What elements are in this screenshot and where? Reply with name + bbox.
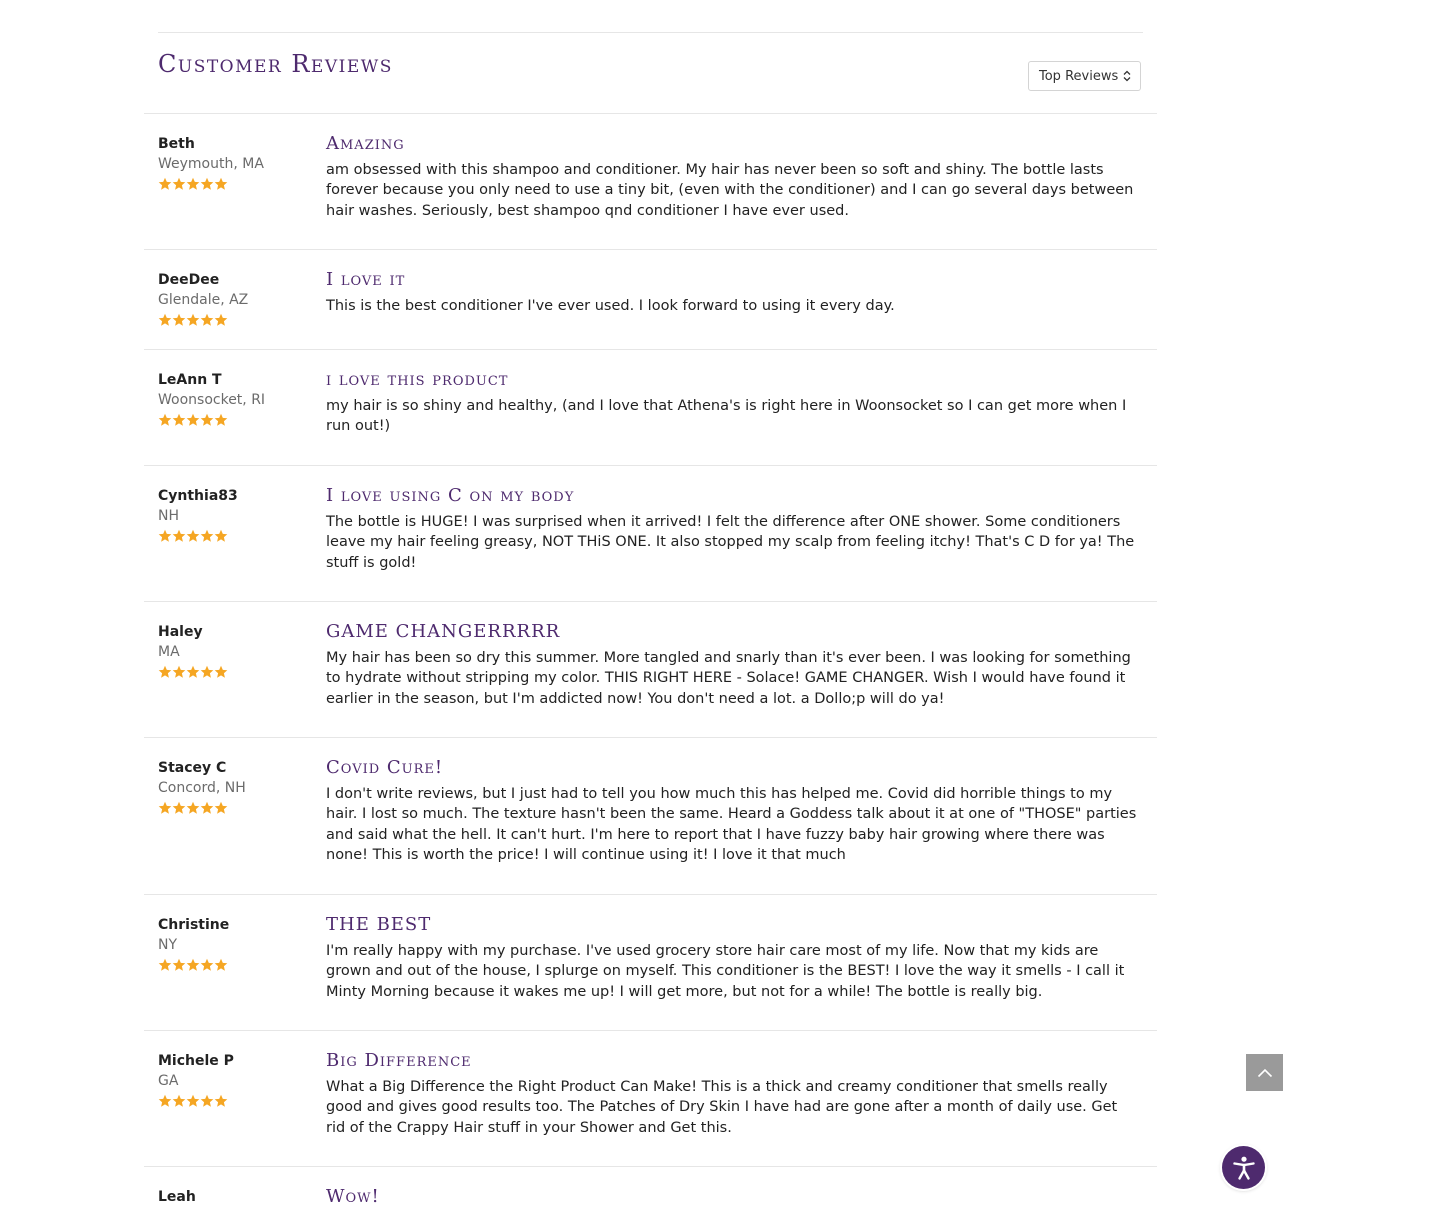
star-icon	[214, 801, 228, 815]
review-body: I don't write reviews, but I just had to tell you how much this has helped me. Covid did horrible things to my hair. I lost so much. The texture hasn't been the same. Heard a Goddess talk about it at one of "THOSE" parties and said what the hell. It can't hurt. I'm here to report that I have fuzzy baby hair growing where there was none! This is worth the price! I will continue using it! I love it that much	[326, 786, 1137, 864]
review-content	[326, 268, 1141, 316]
star-icon	[172, 958, 186, 972]
reviewer-name: Haley	[158, 624, 203, 640]
review-title: Covid Cure!	[326, 757, 444, 778]
reviewer-info	[158, 1051, 318, 1108]
sort-select[interactable]	[1028, 61, 1141, 91]
chevron-up-icon	[1257, 1068, 1273, 1078]
review-content	[326, 132, 1141, 221]
review-content	[326, 368, 1141, 437]
reviewer-info	[158, 370, 318, 427]
review-title: i love this product	[326, 369, 509, 390]
star-icon	[200, 177, 214, 191]
star-icon	[158, 801, 172, 815]
reviewer-name: Christine	[158, 917, 230, 933]
star-icon	[158, 665, 172, 679]
reviewer-name: Stacey C	[158, 760, 227, 776]
review-content	[326, 1049, 1141, 1138]
star-rating	[158, 313, 318, 327]
review-title: I love it	[326, 269, 406, 290]
back-to-top-button[interactable]	[1246, 1054, 1283, 1091]
reviewer-name: Michele P	[158, 1053, 234, 1069]
reviewer-location: Concord, NH	[158, 780, 246, 796]
star-icon	[214, 413, 228, 427]
chevron-up-down-icon	[1123, 70, 1131, 82]
star-icon	[214, 958, 228, 972]
star-icon	[200, 413, 214, 427]
star-rating	[158, 801, 318, 815]
reviewer-info	[158, 622, 318, 679]
star-icon	[186, 313, 200, 327]
reviewer-location: MA	[158, 644, 180, 660]
review-body: My hair has been so dry this summer. More tangled and snarly than it's ever been. I was looking for something to hydrate without stripping my color. THIS RIGHT HERE - Solace! GAME CHANGER. Wish I would have found it earlier in the season, but I'm addicted now! You don't need a lot. a Dollo;p will do ya!	[326, 650, 1131, 707]
star-icon	[186, 413, 200, 427]
reviewer-location: GA	[158, 1073, 179, 1089]
star-icon	[158, 1094, 172, 1108]
reviewer-name: DeeDee	[158, 272, 220, 288]
star-rating	[158, 1094, 318, 1108]
review-item	[144, 1167, 1157, 1227]
star-icon	[186, 529, 200, 543]
review-title: Big Difference	[326, 1050, 472, 1071]
reviewer-name: LeAnn T	[158, 372, 222, 388]
star-icon	[158, 413, 172, 427]
top-divider	[158, 32, 1143, 33]
review-body: I'm really happy with my purchase. I've used grocery store hair care most of my life. Now that my kids are grown and out of the house, I splurge on myself. This conditioner is the BEST! I love the way it smells - I call it Minty Morning because it wakes me up! I will get more, but not for a while! The bottle is really big.	[326, 943, 1125, 1000]
star-icon	[158, 313, 172, 327]
reviewer-name: Beth	[158, 136, 195, 152]
star-icon	[172, 665, 186, 679]
review-content	[326, 756, 1141, 866]
star-rating	[158, 958, 318, 972]
sort-select-value: Top Reviews	[1039, 68, 1119, 84]
review-body: The bottle is HUGE! I was surprised when it arrived! I felt the difference after ONE shower. Some conditioners leave my hair feeling greasy, NOT THiS ONE. It also stopped my scalp from feeling itchy! That's C D for ya! The stuff is gold!	[326, 514, 1135, 571]
reviewer-location: Weymouth, MA	[158, 156, 264, 172]
review-item	[144, 350, 1157, 466]
review-item	[144, 466, 1157, 602]
reviewer-info	[158, 1187, 318, 1207]
review-content	[326, 1185, 1141, 1213]
reviewer-info	[158, 134, 318, 191]
reviewer-location: NY	[158, 937, 178, 953]
star-icon	[172, 177, 186, 191]
star-icon	[186, 177, 200, 191]
star-icon	[172, 313, 186, 327]
review-body: This is the best conditioner I've ever used. I look forward to using it every day.	[326, 298, 895, 314]
star-icon	[158, 958, 172, 972]
review-body: my hair is so shiny and healthy, (and I love that Athena's is right here in Woonsocket so I can get more when I run out!)	[326, 398, 1127, 435]
review-body: What a Big Difference the Right Product Can Make! This is a thick and creamy conditioner that smells really good and gives good results too. The Patches of Dry Skin I have had are gone after a month of daily use. Get rid of the Crappy Hair stuff in your Shower and Get this.	[326, 1079, 1118, 1136]
reviewer-info	[158, 486, 318, 543]
review-title: Wow!	[326, 1186, 380, 1207]
reviewer-info	[158, 270, 318, 327]
reviewer-location: NH	[158, 508, 179, 524]
star-icon	[186, 665, 200, 679]
star-rating	[158, 665, 318, 679]
star-icon	[172, 529, 186, 543]
accessibility-button[interactable]	[1222, 1146, 1265, 1189]
review-content	[326, 484, 1141, 573]
review-title: GAME CHANGERRRRR	[326, 621, 561, 642]
review-title: Amazing	[326, 133, 405, 154]
reviewer-location: Woonsocket, RI	[158, 392, 266, 408]
review-item	[144, 602, 1157, 738]
review-body: am obsessed with this shampoo and conditioner. My hair has never been so soft and shiny. The bottle lasts forever because you only need to use a tiny bit, (even with the conditioner) and I can go several days between hair washes. Seriously, best shampoo qnd conditioner I have ever used.	[326, 162, 1134, 219]
star-icon	[214, 665, 228, 679]
star-icon	[186, 1094, 200, 1108]
star-icon	[200, 313, 214, 327]
reviewer-name: Leah	[158, 1189, 196, 1205]
review-title: THE BEST	[326, 914, 432, 935]
review-title: I love using C on my body	[326, 485, 575, 506]
star-icon	[158, 529, 172, 543]
review-item	[144, 114, 1157, 250]
star-rating	[158, 413, 318, 427]
star-icon	[172, 1094, 186, 1108]
star-icon	[200, 1094, 214, 1108]
star-icon	[158, 177, 172, 191]
star-icon	[172, 413, 186, 427]
star-rating	[158, 177, 318, 191]
accessibility-icon	[1230, 1154, 1258, 1182]
star-icon	[186, 958, 200, 972]
review-item	[144, 895, 1157, 1031]
review-item	[144, 738, 1157, 895]
reviewer-name: Cynthia83	[158, 488, 238, 504]
star-icon	[200, 665, 214, 679]
star-icon	[200, 529, 214, 543]
reviewer-location: Glendale, AZ	[158, 292, 249, 308]
star-icon	[186, 801, 200, 815]
reviewer-info	[158, 758, 318, 815]
section-title: Customer Reviews	[158, 50, 393, 78]
star-icon	[214, 529, 228, 543]
reviewer-info	[158, 915, 318, 972]
star-icon	[172, 801, 186, 815]
star-icon	[200, 958, 214, 972]
star-rating	[158, 529, 318, 543]
star-icon	[214, 1094, 228, 1108]
review-item	[144, 250, 1157, 350]
review-content	[326, 913, 1141, 1002]
star-icon	[200, 801, 214, 815]
review-content	[326, 620, 1141, 709]
review-list	[144, 114, 1157, 1227]
review-item	[144, 1031, 1157, 1167]
star-icon	[214, 313, 228, 327]
star-icon	[214, 177, 228, 191]
